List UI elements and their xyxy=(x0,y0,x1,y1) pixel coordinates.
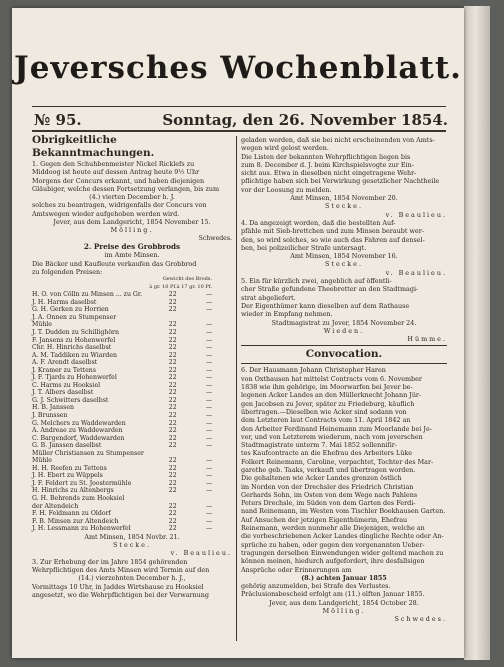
notice-5 xyxy=(241,277,447,343)
notice-line: strat abgeliefert. xyxy=(241,293,296,302)
baker-name: C. Harms zu Hooksiel xyxy=(32,381,101,389)
price-cell: 22 xyxy=(168,479,177,487)
price-cell xyxy=(177,450,212,458)
notice-line: dem Letzteren laut Contracts vom 11. April 1842 an xyxy=(241,416,411,425)
table-row xyxy=(32,374,212,382)
price-cell: 22 xyxy=(168,404,177,412)
table-row xyxy=(32,321,212,329)
baker-name: J. A. Onnen zu Stumpenser xyxy=(32,313,117,321)
notice-line: Amtswegen wieder aufgehoben werden wird. xyxy=(32,209,180,218)
table-row xyxy=(32,518,212,526)
notice-line: können meinen, hiedurch aufgefordert, ihre desfallsigen xyxy=(241,557,425,566)
signature: v. Beaulieu. xyxy=(385,210,447,219)
notice-line: Stadtmagistrate unterm 7. Mai 1852 sollenniſir- xyxy=(241,441,397,450)
notice-line: Die Listen der bekannten Wehrpflichtigen liegen bis xyxy=(241,152,411,161)
notice-line: Peters Drechsle, im Süden von dem Garten des Ferdi- xyxy=(241,499,416,508)
notice-line: (4.) vierten December h. J. xyxy=(89,193,175,202)
left-column xyxy=(32,134,232,599)
table-row xyxy=(32,487,212,495)
notice-line: Amt Minsen, 1854 November 16. xyxy=(290,252,398,261)
baker-name: J. F. Tjards zu Hohenwerfel xyxy=(32,374,117,382)
notice-6 xyxy=(241,366,447,573)
notice-line: wegen wird gelost werden. xyxy=(241,144,329,153)
notice-line: übertragen.—Dieselben wie Acker sind sodann von xyxy=(241,407,407,416)
right-column xyxy=(241,136,447,624)
price-cell: — xyxy=(205,396,212,404)
price-cell: 22 xyxy=(168,291,177,299)
masthead-title: Jeversches Wochenblatt. xyxy=(14,50,462,86)
price-cell: 22 xyxy=(168,344,177,352)
signature: v. Beaulieu. xyxy=(170,549,232,558)
baker-name: J. Brunssen xyxy=(32,412,68,419)
notice-line: Der Eigenthümer kann dieselben auf dem Rathause xyxy=(241,301,410,310)
baker-name: A. M. Taddiken zu Wiarden xyxy=(32,351,117,359)
notice-line: Middoog ist heute auf dessen Antrag heute 9½ Uhr xyxy=(32,168,200,177)
signature: Stecke. xyxy=(325,260,363,269)
price-cell: 22 xyxy=(168,517,177,525)
notice-line: (14.) vierzehnten December h. J., xyxy=(78,574,186,583)
baker-name: J. T. Dudden zu Schillighörn xyxy=(32,328,119,336)
price-cell: — xyxy=(205,291,212,299)
price-cell: — xyxy=(205,374,212,382)
table-row xyxy=(32,435,212,443)
notice-line: den Arbeiter Ferdinand Heinemann zum Moorlande bei Je- xyxy=(241,424,432,433)
issue-number: № 95. xyxy=(34,111,82,129)
price-cell: 22 xyxy=(168,457,177,465)
price-cell: — xyxy=(205,427,212,435)
baker-name: A. Andreae zu Waddewarden xyxy=(32,427,123,435)
notice-line: pfähle mit Sieb-brettchen und zum Minsen beraubt wer- xyxy=(241,227,424,236)
table-row xyxy=(32,427,212,435)
price-cell: 22 xyxy=(168,374,177,382)
notice-line: Präclusionsbescheid erfolgt am (11.) elften Januar 1855. xyxy=(241,590,425,599)
baker-name: F. H. Feldmann zu Oldorf xyxy=(32,510,111,518)
notice-line: von Oxthausen hat mittelst Contracts vom 6. November xyxy=(241,374,422,383)
signature: Wieden. xyxy=(323,326,365,335)
price-cell: — xyxy=(205,321,212,329)
price-cell xyxy=(149,314,176,322)
notice-line: 1838 wie ihm gehörige, im Moorwarfen bei Jever be- xyxy=(241,383,413,392)
price-cell: 22 xyxy=(168,328,177,336)
price-cell: 22 xyxy=(168,434,177,442)
price-cell: 22 xyxy=(168,419,177,427)
signature: v. Beaulieu. xyxy=(385,268,447,277)
baker-name: Mühle xyxy=(32,321,52,329)
notice-line: Die Bäcker und Kaufleute verkaufen das Grobbrod xyxy=(32,259,197,268)
baker-name: J. T. Albers daselbst xyxy=(32,389,94,397)
notice-line: Gerhards Sohn, im Osten von dem Wege nach Pahlens xyxy=(241,490,418,499)
price-cell xyxy=(177,314,212,322)
price-cell xyxy=(149,450,176,458)
notice-line: Wehrpflichtigen des Amts Minsen wird Termin auf den xyxy=(32,565,210,574)
notice-line: 1. Gegen den Schuhbenmeister Nickel Ricklefs zu xyxy=(32,160,195,168)
price-cell: — xyxy=(205,442,212,450)
column-divider xyxy=(236,136,237,641)
price-cell: — xyxy=(205,464,212,472)
table-row xyxy=(32,480,212,488)
price-cell xyxy=(149,495,176,503)
notice-line: ben, bei polizeilicher Strafe untersagt. xyxy=(241,243,367,252)
notice-line: Die gehaltenen wie Acker Landes grenzen östlich xyxy=(241,474,402,483)
notice-line: 4. Da angezeigt worden, daß die bestellten Auf- xyxy=(241,218,396,227)
notice-line: cher Straße gefundene Theebretter an den Stadtmagi- xyxy=(241,285,419,294)
price-cell: — xyxy=(205,359,212,367)
price-cell: 22 xyxy=(168,487,177,495)
baker-name: C. Bargendorf, Waddewarden xyxy=(32,434,125,442)
table-row xyxy=(32,412,212,420)
notice-line: wieder in Empfang nehmen. xyxy=(241,310,333,319)
table-row xyxy=(32,525,212,533)
issue-line xyxy=(34,111,448,129)
notice-line: Jever, aus dem Landgericht, 1854 October 28. xyxy=(269,598,419,607)
table-row xyxy=(32,397,212,405)
section-rule xyxy=(241,363,447,364)
baker-name: der Altendeich xyxy=(32,502,79,510)
table-row xyxy=(32,503,212,511)
price-cell: 22 xyxy=(168,525,177,533)
notice-line: sprüche zu haben, oder gegen den vorgenannten Ueber- xyxy=(241,540,425,549)
table-row xyxy=(32,457,212,465)
baker-name: G. H. Gerken zu Horrien xyxy=(32,306,109,314)
notice-line: angesetzt, wo die Wehrpflichtigen bei der Verwarnung xyxy=(32,590,209,599)
table-row xyxy=(32,382,212,390)
price-cell: — xyxy=(205,525,212,533)
table-header: à gr. 10 Pf. xyxy=(149,283,177,290)
notice-2-subtitle: im Amte Minsen. xyxy=(104,251,160,260)
price-cell: — xyxy=(205,457,212,465)
signature: Hümme. xyxy=(407,335,447,344)
section-official-notices: Obrigkeitliche Bekanntmachungen. xyxy=(32,134,155,159)
notice-line: 3. Zur Erhebung der im Jahre 1854 gehörenden xyxy=(32,557,188,566)
table-row xyxy=(32,367,212,375)
baker-name: G. B. Janssen daselbst xyxy=(32,442,102,450)
table-header-row xyxy=(32,284,212,292)
baker-name: F. Jansens zu Hohenwerfel xyxy=(32,336,116,344)
price-cell: — xyxy=(205,510,212,518)
price-cell: — xyxy=(205,389,212,397)
price-cell: 22 xyxy=(168,464,177,472)
bread-price-table xyxy=(32,276,212,533)
newspaper-page xyxy=(12,8,464,658)
notice-line: Ansprüche oder Erinnerungen am xyxy=(241,565,352,574)
table-row xyxy=(32,299,212,307)
baker-name: H. Hinrichs zu Altenbergs xyxy=(32,487,114,495)
baker-name: J. H. Harms daselbst xyxy=(32,298,97,306)
notice-line: Stadtmagistrat zu Jever, 1854 November 24. xyxy=(271,318,417,327)
price-cell: — xyxy=(205,502,212,510)
price-cell: — xyxy=(205,328,212,336)
notice-line: vor der Loosung zu melden. xyxy=(241,185,332,194)
notice-line: geladen werden, daß sie bei nicht erscheinenden von Amts- xyxy=(241,136,435,144)
price-cell: 22 xyxy=(168,389,177,397)
notice-line: gen Jacobsen zu Jever, später zu Friedeburg, käuflich xyxy=(241,399,415,408)
price-cell: — xyxy=(205,381,212,389)
notice-line: die vorbeschriebenen Acker Landes dingliche Rechte oder An- xyxy=(241,532,444,541)
notice-line: ver, und von Letzterem wiederum, nach vom jeverschen xyxy=(241,432,423,441)
notice-line: garethe geb. Taaks, verkauft und übertragen worden. xyxy=(241,465,416,474)
notice-line: solches zu beantragen, widrigenfalls der Concurs von xyxy=(32,201,207,210)
price-cell: — xyxy=(205,404,212,412)
section-rule xyxy=(241,345,447,346)
notice-line: Reinemann, werden nunmehr alle Diejenigen, welche an xyxy=(241,524,425,533)
signature: Schwedes. xyxy=(198,234,232,242)
table-row xyxy=(32,306,212,314)
notice-line: tes Kaufcontracte an die Ehefrau des Arbeiters Lüke xyxy=(241,449,413,458)
price-cell: — xyxy=(205,479,212,487)
deadline-date: (8.) achten Januar 1855 xyxy=(301,573,387,582)
table-row xyxy=(32,510,212,518)
price-cell: — xyxy=(205,344,212,352)
price-cell: — xyxy=(205,472,212,480)
signature: Stecke. xyxy=(113,541,151,550)
signature: Schwedes. xyxy=(394,615,447,624)
notice-line: zum 8. December d. J. beim Kirchspielsvogte zur Ein- xyxy=(241,160,414,169)
baker-name: Müller Christiansen zu Stumpenser xyxy=(32,449,144,457)
price-cell: — xyxy=(205,412,212,419)
baker-name: H. H. Reefen zu Tettens xyxy=(32,464,107,472)
signature: Stecke. xyxy=(325,202,363,211)
notice-1 xyxy=(32,160,232,243)
table-row xyxy=(32,337,212,345)
price-cell: — xyxy=(205,336,212,344)
price-cell: 22 xyxy=(168,502,177,510)
price-cell: — xyxy=(205,419,212,427)
baker-name: H. O. von Cölln zu Minsen ... zu Gr. xyxy=(32,291,143,299)
table-row xyxy=(32,329,212,337)
notice-line: sicht aus. Etwa in dieselben nicht eingetragene Wehr- xyxy=(241,169,417,178)
section-convocation: Convocation. xyxy=(305,348,383,361)
baker-name: Mühle xyxy=(32,457,52,465)
price-cell: — xyxy=(205,298,212,306)
notice-line: Auf Ansuchen der jetzigen Eigenthümerin, Ehefrau xyxy=(241,515,408,524)
notice-line: Morgens der Concurs erkannt, und haben diejenigen xyxy=(32,176,205,185)
baker-name: H. B. Janssen xyxy=(32,404,74,412)
table-row xyxy=(32,291,212,299)
price-cell: 22 xyxy=(168,359,177,367)
notice-line: Folkert Reinemann, Caroline, verpachtet, Tochter des Mar- xyxy=(241,457,434,466)
table-row xyxy=(32,465,212,473)
price-cell: 22 xyxy=(168,336,177,344)
price-cell: 22 xyxy=(168,427,177,435)
signature: Mölling. xyxy=(110,226,154,235)
table-row xyxy=(32,495,212,503)
baker-name: A. F. Arendt daselbst xyxy=(32,359,98,367)
price-cell: 22 xyxy=(168,442,177,450)
price-cell: 22 xyxy=(168,298,177,306)
notice-line: Jever, aus dem Landgericht, 1854 November 15. xyxy=(53,218,211,227)
table-row xyxy=(32,352,212,360)
table-row xyxy=(32,442,212,450)
table-row xyxy=(32,314,212,322)
notice-line: Amt Minsen, 1854 November 20. xyxy=(290,194,398,203)
notice-line: gehörig anzumelden, bei Strafe des Verlustes. xyxy=(241,582,391,591)
price-cell: 22 xyxy=(168,366,177,374)
price-cell: 22 xyxy=(168,306,177,314)
closing-line: Amt Minsen, 1854 Novbr. 21. xyxy=(84,532,180,541)
price-cell: 22 xyxy=(168,412,177,419)
baker-name: J. H. Lessmann zu Hohenwerfel xyxy=(32,525,131,533)
price-cell: 22 xyxy=(168,351,177,359)
table-row xyxy=(32,359,212,367)
notice-line: legenen Acker Landes an den Müllerknecht Johann Jür- xyxy=(241,391,422,400)
baker-name: G. J. Schwitters daselbst xyxy=(32,396,109,404)
notice-line: im Norden von der Drechsler des Friedrich Christian xyxy=(241,482,414,491)
notice-line: 6. Der Hausmann Johann Christopher Haren xyxy=(241,366,386,375)
notice-line: Gläubiger, welche dessen Fortsetzung verlangen, bis zum xyxy=(32,184,220,193)
notice-2-title: 2. Preise des Grobbrods xyxy=(83,241,181,251)
book-page-edge xyxy=(464,6,490,660)
baker-name: G. H. Behrends zum Hooksiel xyxy=(32,495,125,503)
top-rule xyxy=(32,106,446,107)
notice-line: nand Reinemann, im Westen vom Tischler Boekhausen Garten. xyxy=(241,507,446,516)
table-row xyxy=(32,344,212,352)
table-row xyxy=(32,389,212,397)
table-header: Gewicht des Brods. xyxy=(162,276,212,283)
table-row xyxy=(32,472,212,480)
price-cell: 22 xyxy=(168,472,177,480)
table-row xyxy=(32,450,212,458)
notice-line: pflichtige haben sich bei Verwirkung gesetzlicher Nachtheile xyxy=(241,177,440,186)
notice-line: den, so wird solches, so wie auch das Fahren auf densel- xyxy=(241,235,425,244)
notice-line: zu folgenden Preisen: xyxy=(32,267,103,276)
price-cell: 22 xyxy=(168,396,177,404)
price-cell: — xyxy=(205,434,212,442)
baker-name: J. F. Feldert zu St. Joostermühle xyxy=(32,479,132,487)
baker-name: J. Kramer zu Tettens xyxy=(32,366,96,374)
baker-name: F. B. Minsen zur Altendeich xyxy=(32,517,119,525)
issue-date: Sonntag, den 26. November 1854. xyxy=(162,111,448,129)
notice-4 xyxy=(241,219,447,260)
table-header: à 17 gr. 10 Pf. xyxy=(176,283,212,290)
price-cell: — xyxy=(205,366,212,374)
price-cell: — xyxy=(205,306,212,314)
baker-name: G. Melchers zu Waddewarden xyxy=(32,419,126,427)
notice-line: Vormittags 10 Uhr, in Jaddes Wirtshause zu Hooksiel xyxy=(32,582,204,591)
price-cell: 22 xyxy=(168,381,177,389)
table-row xyxy=(32,420,212,428)
price-cell xyxy=(177,495,212,503)
table-header-row xyxy=(32,276,212,284)
signature: Mölling. xyxy=(322,607,366,616)
notice-line: 5. Ein für kürzlich zwei, angeblich auf öffentli- xyxy=(241,277,392,286)
header-double-rule xyxy=(32,130,446,132)
baker-name: Chr. H. Hinrichs daselbst xyxy=(32,344,112,352)
price-cell: 22 xyxy=(168,321,177,329)
price-cell: 22 xyxy=(168,510,177,518)
baker-name: J. H. Ebert zu Wüppels xyxy=(32,472,103,480)
notice-line: tragungen derselben Einwendungen wider geltend machen zu xyxy=(241,548,444,557)
price-cell: — xyxy=(205,487,212,495)
table-row xyxy=(32,404,212,412)
price-cell: — xyxy=(205,517,212,525)
price-cell: — xyxy=(205,351,212,359)
